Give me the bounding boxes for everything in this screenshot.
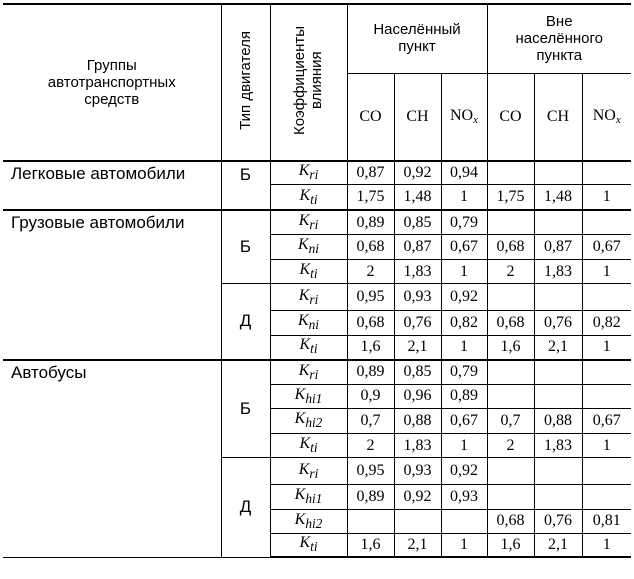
table-row	[3, 210, 631, 235]
value-cell: 0,67	[582, 409, 631, 434]
coefficient-cell	[270, 360, 347, 385]
value-cell: 1,83	[534, 259, 582, 284]
coefficient-subscript: ti	[310, 191, 318, 207]
coefficient-cell	[270, 235, 347, 260]
coefficient-symbol: K	[298, 162, 310, 180]
coefficient-subscript: ri	[309, 167, 319, 183]
value-cell: 2	[347, 259, 394, 284]
value-cell: 2	[347, 433, 394, 458]
header-outside-ch	[534, 73, 582, 161]
value-cell	[487, 458, 534, 485]
coefficient-subscript: ti	[310, 266, 318, 282]
value-cell: 1	[441, 534, 487, 557]
value-cell	[394, 509, 441, 534]
value-cell: 1,48	[394, 185, 441, 211]
coefficient-symbol: K	[294, 486, 306, 504]
coefficient-symbol: K	[299, 260, 311, 278]
value-cell: 0,89	[347, 360, 394, 385]
coefficient-subscript: ti	[310, 440, 318, 456]
value-cell: 0,92	[394, 484, 441, 509]
coefficient-cell	[270, 210, 347, 235]
value-cell: 0,68	[347, 235, 394, 260]
value-cell: 1	[582, 534, 631, 557]
header-city-nox	[441, 73, 487, 161]
value-cell: 0,87	[534, 235, 582, 260]
value-cell: 1	[582, 335, 631, 360]
value-cell: 0,92	[441, 284, 487, 311]
value-cell	[487, 161, 534, 185]
coefficient-symbol: K	[297, 312, 309, 330]
header-outside	[487, 4, 631, 73]
vehicle-group-cell: Легковые автомобили	[3, 161, 221, 210]
value-cell: 1	[441, 185, 487, 211]
value-cell	[487, 284, 534, 311]
header-ch: CH	[406, 107, 429, 125]
header-city-ch	[394, 73, 441, 161]
value-cell	[582, 484, 631, 509]
value-cell	[582, 284, 631, 311]
coefficient-subscript: hi1	[305, 391, 323, 407]
value-cell	[534, 484, 582, 509]
value-cell: 2	[487, 433, 534, 458]
value-cell: 0,82	[582, 310, 631, 335]
value-cell	[487, 360, 534, 385]
engine-type-cell: Б	[221, 360, 270, 458]
value-cell: 0,89	[347, 484, 394, 509]
coefficient-subscript: hi2	[305, 515, 323, 531]
value-cell: 0,93	[394, 284, 441, 311]
header-engine	[221, 4, 270, 161]
value-cell: 0,79	[441, 210, 487, 235]
header-coeff	[270, 4, 347, 161]
coefficient-cell	[270, 458, 347, 485]
coefficient-symbol: K	[299, 186, 311, 204]
coefficient-subscript: ti	[310, 539, 318, 555]
coefficient-cell	[270, 509, 347, 534]
value-cell: 0,68	[487, 235, 534, 260]
value-cell: 1,75	[487, 185, 534, 211]
header-co: CO	[359, 107, 382, 125]
coefficient-symbol: K	[299, 336, 311, 354]
table-row	[3, 360, 631, 385]
value-cell: 0,67	[441, 409, 487, 434]
header-group-text: Группы автотранспортных средств	[47, 56, 176, 108]
value-cell: 2	[487, 259, 534, 284]
value-cell: 0,7	[487, 409, 534, 434]
value-cell: 0,92	[441, 458, 487, 485]
coefficient-subscript: ti	[310, 341, 318, 357]
value-cell: 2,1	[534, 335, 582, 360]
coefficient-cell	[270, 310, 347, 335]
value-cell: 0,67	[441, 235, 487, 260]
value-cell: 1,6	[487, 534, 534, 557]
header-city-co	[347, 73, 394, 161]
value-cell: 2,1	[534, 534, 582, 557]
value-cell: 0,81	[582, 509, 631, 534]
value-cell: 0,85	[394, 360, 441, 385]
coefficient-symbol: K	[298, 212, 310, 230]
value-cell	[582, 210, 631, 235]
coefficient-symbol: K	[294, 510, 306, 528]
coefficient-symbol: K	[299, 534, 311, 552]
header-outside-nox	[582, 73, 631, 161]
value-cell	[582, 458, 631, 485]
value-cell: 1	[441, 433, 487, 458]
value-cell: 0,92	[394, 161, 441, 185]
value-cell: 0,82	[441, 310, 487, 335]
header-city-text: Населённый пункт	[373, 21, 461, 56]
value-cell: 2,1	[394, 534, 441, 557]
header-group	[3, 4, 221, 161]
value-cell	[487, 384, 534, 409]
value-cell: 0,88	[394, 409, 441, 434]
coefficient-symbol: K	[299, 434, 311, 452]
value-cell: 0,89	[441, 384, 487, 409]
value-cell	[487, 484, 534, 509]
coefficient-cell	[270, 161, 347, 185]
value-cell: 0,7	[347, 409, 394, 434]
value-cell	[534, 161, 582, 185]
coefficients-table	[3, 3, 631, 558]
value-cell: 1	[582, 259, 631, 284]
value-cell: 1	[582, 185, 631, 211]
coefficient-cell	[270, 433, 347, 458]
value-cell: 0,76	[394, 310, 441, 335]
header-outside-co	[487, 73, 534, 161]
value-cell: 0,76	[534, 509, 582, 534]
engine-type-cell: Д	[221, 284, 270, 360]
value-cell: 0,95	[347, 284, 394, 311]
value-cell	[582, 384, 631, 409]
value-cell: 0,95	[347, 458, 394, 485]
header-city	[347, 4, 487, 73]
value-cell	[487, 210, 534, 235]
value-cell: 1	[441, 335, 487, 360]
value-cell	[534, 210, 582, 235]
value-cell: 0,93	[441, 484, 487, 509]
value-cell: 1,75	[347, 185, 394, 211]
vehicle-group-cell: Автобусы	[3, 360, 221, 557]
engine-type-cell: Д	[221, 458, 270, 557]
coefficient-subscript: ri	[309, 366, 319, 382]
value-cell	[534, 284, 582, 311]
coefficient-cell	[270, 335, 347, 360]
value-cell	[582, 360, 631, 385]
value-cell	[534, 458, 582, 485]
value-cell	[441, 509, 487, 534]
value-cell: 0,96	[394, 384, 441, 409]
value-cell: 1	[441, 259, 487, 284]
coefficient-subscript: hi1	[305, 491, 323, 507]
table-row	[3, 161, 631, 185]
header-nox-sub: x	[473, 114, 478, 127]
coefficient-symbol: K	[298, 286, 310, 304]
header-engine-text: Тип двигателя	[237, 30, 254, 130]
header-outside-text: Вне населённого пункта	[515, 12, 603, 64]
value-cell	[534, 360, 582, 385]
value-cell: 0,68	[487, 310, 534, 335]
coefficient-cell	[270, 284, 347, 311]
header-coeff-text: Коэффициенты влияния	[290, 25, 325, 135]
coefficient-symbol: K	[298, 460, 310, 478]
engine-type-cell: Б	[221, 161, 270, 210]
value-cell: 1	[582, 433, 631, 458]
coefficient-subscript: ri	[309, 465, 319, 481]
value-cell: 1,6	[347, 335, 394, 360]
value-cell: 0,76	[534, 310, 582, 335]
coefficient-subscript: hi2	[305, 415, 323, 431]
header-nox-sub: x	[615, 114, 621, 127]
coefficient-cell	[270, 384, 347, 409]
value-cell: 1,83	[534, 433, 582, 458]
coefficient-cell	[270, 409, 347, 434]
value-cell	[534, 384, 582, 409]
value-cell: 1,6	[347, 534, 394, 557]
header-nox: NO	[450, 107, 474, 125]
coefficient-subscript: ri	[309, 291, 319, 307]
value-cell: 0,68	[487, 509, 534, 534]
value-cell: 1,83	[394, 259, 441, 284]
value-cell: 0,87	[394, 235, 441, 260]
vehicle-group-cell: Грузовые автомобили	[3, 210, 221, 359]
coefficient-symbol: K	[297, 236, 309, 254]
value-cell: 0,94	[441, 161, 487, 185]
coefficient-subscript: ni	[308, 317, 320, 333]
value-cell: 0,68	[347, 310, 394, 335]
value-cell: 1,48	[534, 185, 582, 211]
coefficient-cell	[270, 484, 347, 509]
value-cell	[347, 509, 394, 534]
value-cell: 0,85	[394, 210, 441, 235]
value-cell: 0,89	[347, 210, 394, 235]
value-cell: 0,88	[534, 409, 582, 434]
value-cell: 0,87	[347, 161, 394, 185]
header-nox: NO	[592, 107, 616, 125]
coefficient-cell	[270, 185, 347, 211]
coefficient-symbol: K	[298, 361, 310, 379]
value-cell: 2,1	[394, 335, 441, 360]
engine-type-cell: Б	[221, 210, 270, 284]
header-co: CO	[499, 107, 522, 125]
value-cell: 0,67	[582, 235, 631, 260]
value-cell: 0,9	[347, 384, 394, 409]
value-cell: 0,79	[441, 360, 487, 385]
value-cell	[582, 161, 631, 185]
coefficient-cell	[270, 259, 347, 284]
header-ch: CH	[546, 107, 570, 125]
coefficient-subscript: ni	[308, 241, 320, 257]
coefficient-symbol: K	[294, 410, 306, 428]
coefficient-symbol: K	[294, 385, 306, 403]
value-cell: 1,83	[394, 433, 441, 458]
coefficient-subscript: ri	[309, 217, 319, 233]
value-cell: 1,6	[487, 335, 534, 360]
value-cell: 0,93	[394, 458, 441, 485]
coefficient-cell	[270, 534, 347, 557]
